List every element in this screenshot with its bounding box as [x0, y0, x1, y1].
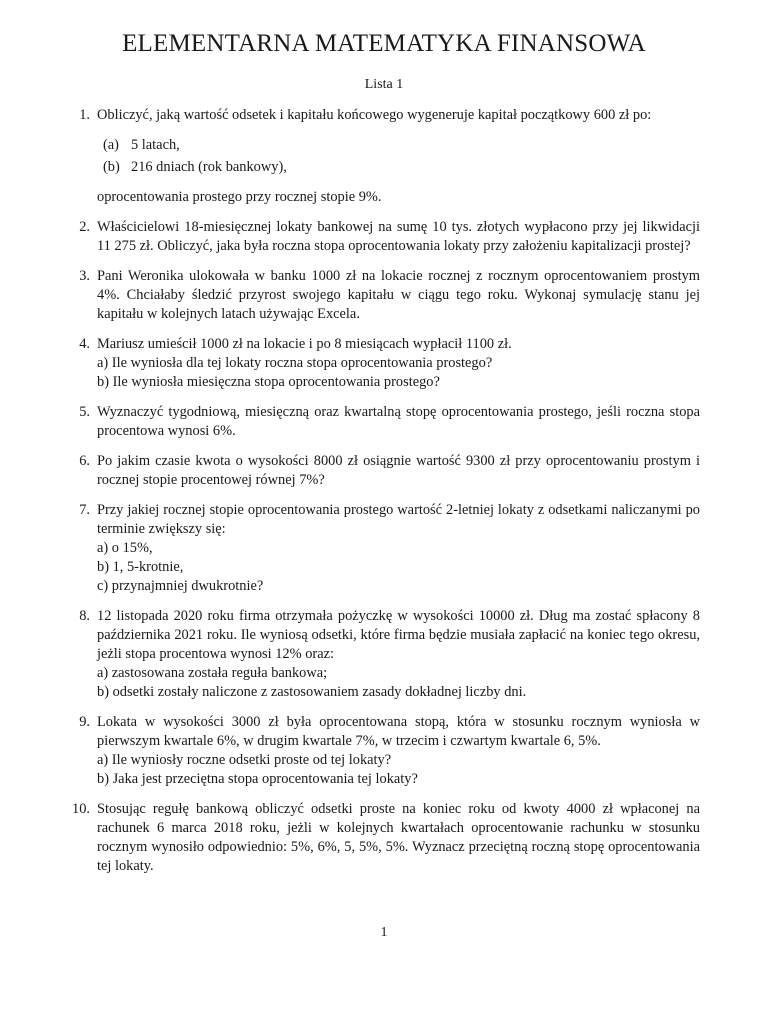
problem-text: Lokata w wysokości 3000 zł była oprocentowana stopą, która w stosunku rocznym wyniosła w pierwszym kwartale 6%, w drugim kwartale 7%, w trzecim i czwartym kwartale 6, 5%.: [97, 714, 700, 749]
problem-subline: c) przynajmniej dwukrotnie?: [97, 578, 264, 594]
problem-text: Mariusz umieścił 1000 zł na lokacie i po 8 miesiącach wypłacił 1100 zł.: [97, 336, 512, 352]
document-title: ELEMENTARNA MATEMATYKA FINANSOWA: [122, 30, 646, 57]
problem-text: Po jakim czasie kwota o wysokości 8000 zł osiągnie wartość 9300 zł przy oprocentowaniu prostym i rocznej stopie procentowej równej 7%?: [97, 453, 700, 488]
problem-number: 3.: [79, 268, 90, 284]
sub-item-text: 5 latach,: [131, 137, 180, 153]
problem-subline: a) Ile wyniosła dla tej lokaty roczna stopa oprocentowania prostego?: [97, 355, 493, 371]
sub-item-text: 216 dniach (rok bankowy),: [131, 159, 287, 175]
problem-number: 4.: [79, 336, 90, 352]
page-number: 1: [380, 925, 388, 940]
problem-number: 1.: [79, 107, 90, 123]
problem-text: Stosując regułę bankową obliczyć odsetki proste na koniec roku od kwoty 4000 zł wpłaconej na rachunek 6 marca 2018 roku, jeżli w kolejnych kwartałach oprocentowanie rachunku w stosunku rocznym wynosiło odpowiednio: 5%, 6%, 5, 5%, 5%. Wyznacz przeciętną roczną stopę oprocentowania tej lokaty.: [97, 801, 700, 874]
problem-9: [0, 713, 700, 789]
problem-number: 9.: [79, 714, 90, 730]
problem-text: Pani Weronika ulokowała w banku 1000 zł na lokacie rocznej z rocznym oprocentowaniem prostym 4%. Chciałaby śledzić przyrost swojego kapitału w ciągu tego roku. Wykonaj symulację stanu jej kapitału w kolejnych latach używając Excela.: [97, 268, 700, 322]
problem-subline: a) o 15%,: [97, 540, 153, 556]
problem-subline: b) odsetki zostały naliczone z zastosowaniem zasady dokładnej liczby dni.: [97, 684, 527, 700]
problem-3: [0, 267, 700, 324]
sub-item: [103, 156, 700, 178]
problem-text: 12 listopada 2020 roku firma otrzymała pożyczkę w wysokości 10000 zł. Dług ma zostać spłacony 8 października 2021 roku. Ile wyniosą odsetki, które firma będzie musiała zapłacić na koniec tego okresu, jeżli stopa procentowa wynosi 12% oraz:: [97, 608, 700, 662]
problem-1: [0, 106, 700, 207]
problem-text: Przy jakiej rocznej stopie oprocentowania prostego wartość 2-letniej lokaty z odsetkami naliczanymi po terminie zwiększy się:: [97, 502, 700, 537]
problem-10: [0, 800, 700, 876]
problem-number: 10.: [72, 801, 90, 817]
problem-subline: b) Jaka jest przeciętna stopa oprocentowania tej lokaty?: [97, 771, 418, 787]
problem-subline: b) Ile wyniosła miesięczna stopa oprocentowania prostego?: [97, 374, 440, 390]
problem-list: [0, 106, 768, 887]
problem-7: [0, 501, 700, 596]
sub-list: [103, 134, 700, 178]
problem-number: 5.: [79, 404, 90, 420]
document-subtitle: Lista 1: [364, 77, 404, 92]
problem-4: [0, 335, 700, 392]
problem-5: [0, 403, 700, 441]
problem-number: 6.: [79, 453, 90, 469]
sub-item: [103, 134, 700, 156]
problem-2: [0, 218, 700, 256]
problem-6: [0, 452, 700, 490]
problem-text: Właścicielowi 18-miesięcznej lokaty bankowej na sumę 10 tys. złotych wypłacono przy jej likwidacji 11 275 zł. Obliczyć, jaka była roczna stopa oprocentowania lokaty przy założeniu kapitalizacji prostej?: [97, 219, 700, 254]
problem-number: 8.: [79, 608, 90, 624]
problem-subline: a) Ile wyniosły roczne odsetki proste od tej lokaty?: [97, 752, 392, 768]
problem-number: 2.: [79, 219, 90, 235]
problem-8: [0, 607, 700, 702]
problem-subline: b) 1, 5-krotnie,: [97, 559, 184, 575]
sub-item-label: (a): [103, 137, 119, 153]
problem-number: 7.: [79, 502, 90, 518]
problem-closing-text: oprocentowania prostego przy rocznej stopie 9%.: [97, 189, 382, 205]
problem-subline: a) zastosowana została reguła bankowa;: [97, 665, 328, 681]
problem-text: Obliczyć, jaką wartość odsetek i kapitału końcowego wygeneruje kapitał początkowy 600 zł po:: [97, 107, 652, 123]
sub-item-label: (b): [103, 159, 120, 175]
problem-text: Wyznaczyć tygodniową, miesięczną oraz kwartalną stopę oprocentowania prostego, jeśli roczna stopa procentowa wynosi 6%.: [97, 404, 700, 439]
